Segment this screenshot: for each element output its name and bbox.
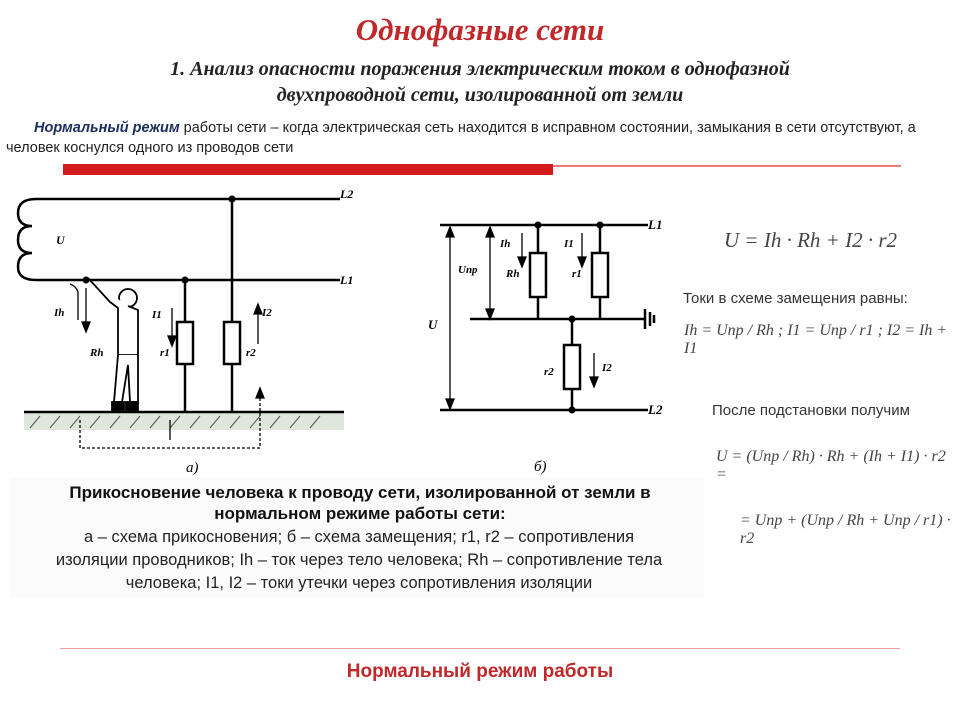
slide-subtitle [60, 56, 900, 108]
label-l1-b: L1 [648, 217, 663, 232]
accent-bar [63, 164, 553, 175]
footer-divider [60, 648, 900, 649]
label-u: U [56, 233, 65, 247]
resistor-r2 [224, 322, 240, 364]
label-r2: r2 [246, 347, 256, 359]
label-r1: r1 [160, 347, 170, 359]
intro-text: работы сети – когда электрическая сеть находится в исправном состоянии, замыкания в сети отсутствуют, а человек коснулся одного из проводов сети [6, 120, 916, 156]
caption-line-3: человека; I1, I2 – токи утечки через сопротивления изоляции [125, 574, 593, 592]
label-i2-b: I2 [602, 362, 612, 374]
label-rh-b: Rh [506, 268, 520, 280]
formula-3: U = (Uпр / Rh) · Rh + (Ih + I1) · r2 = [716, 448, 946, 483]
label-l2-b: L2 [648, 402, 663, 417]
caption-title-line-1: Прикосновение человека к проводу сети, изолированной от земли в [69, 483, 651, 502]
resistor-r1-b [592, 253, 608, 297]
label-u-b: U [428, 317, 438, 332]
label-l2: L2 [340, 187, 354, 201]
caption-text [14, 526, 704, 595]
label-rh: Rh [90, 347, 104, 359]
footer-text: Нормальный режим работы [346, 661, 614, 682]
caption-line-1: а – схема прикосновения; б – схема замещения; r1, r2 – сопротивления [83, 528, 635, 546]
caption-title [20, 482, 700, 524]
formula-label-2: После подстановки получим [712, 402, 910, 419]
person-figure [88, 278, 138, 410]
label-ih-b: Ih [500, 238, 511, 250]
label-l1: L1 [340, 273, 354, 287]
caption-line-2: изоляции проводников; Ih – ток через тело человека; Rh – сопротивление тела [55, 551, 663, 569]
diagram-a [10, 180, 360, 480]
caption-a: а) [186, 460, 199, 476]
label-ih: Ih [54, 307, 65, 319]
formula-4: = Uпр + (Uпр / Rh + Uпр / r1) · r2 [740, 512, 951, 547]
accent-line [553, 165, 901, 167]
label-r1-b: r1 [572, 268, 582, 280]
source-coil [18, 199, 36, 280]
slide-title: Однофазные сети [355, 12, 605, 47]
caption-b: б) [534, 459, 547, 475]
resistor-r2-b [564, 345, 580, 389]
label-upr: Uпр [458, 264, 478, 276]
formula-label-1: Токи в схеме замещения равны: [683, 290, 908, 307]
caption-title-line-2: нормальном режиме работы сети: [214, 504, 506, 523]
label-i2: I2 [262, 307, 272, 319]
subtitle-line-2: двухпроводной сети, изолированной от земли [276, 84, 684, 106]
intro-paragraph [6, 118, 956, 158]
resistor-r1 [177, 322, 193, 364]
formula-2: Ih = Uпр / Rh ; I1 = Uпр / r1 ; I2 = Ih + I1 [684, 322, 948, 357]
subtitle-line-1: 1. Анализ опасности поражения электрическим током в однофазной [170, 58, 790, 80]
diagram-b [410, 205, 710, 480]
label-i1-b: I1 [564, 238, 574, 250]
intro-bold: Нормальный режим [34, 120, 180, 136]
resistor-rh [530, 253, 546, 297]
formula-1: U = Ih · Rh + I2 · r2 [724, 228, 897, 252]
label-i1: I1 [152, 309, 162, 321]
label-r2-b: r2 [544, 366, 554, 378]
